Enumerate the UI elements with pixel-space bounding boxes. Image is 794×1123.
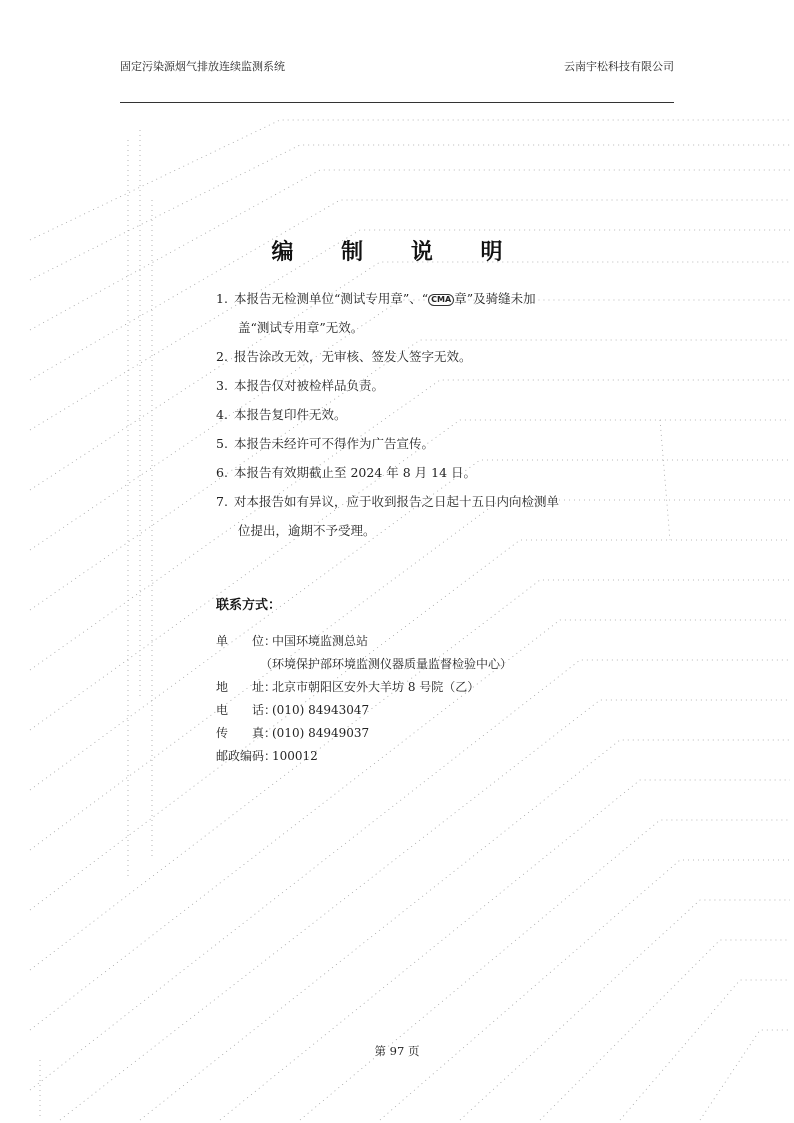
note-number: 3.	[216, 378, 228, 393]
contact-postcode-row	[216, 745, 596, 768]
contact-phone-value: (010) 84943047	[272, 703, 370, 717]
note-text: 报告涂改无效，无审核、签发人签字无效。	[234, 349, 472, 364]
page-number: 第 97 页	[374, 1044, 420, 1058]
note-text: 对本报告如有异议，应于收到报告之日起十五日内向检测单	[234, 494, 560, 509]
contact-address-value: 北京市朝阳区安外大羊坊 8 号院（乙）	[272, 680, 480, 694]
note-text: 本报告仅对被检样品负责。	[234, 378, 385, 393]
contact-unit-value: 中国环境监测总站	[272, 634, 369, 648]
note-item-1-continued: 盖“测试专用章”无效。	[238, 320, 364, 335]
cma-seal-icon: CMA	[428, 294, 454, 306]
contact-address-row	[216, 676, 596, 699]
header-system-name: 固定污染源烟气排放连续监测系统	[120, 60, 285, 73]
contact-unit-label: 单 位：	[216, 634, 277, 648]
header-divider	[120, 102, 674, 103]
header-company-name: 云南宇松科技有限公司	[564, 60, 674, 73]
contact-heading: 联系方式：	[216, 598, 282, 613]
note-item-4	[216, 400, 616, 429]
contact-unit-subtitle: （环境保护部环境监测仪器质量监督检验中心）	[260, 657, 513, 671]
note-item-6	[216, 458, 616, 487]
note-text: 本报告无检测单位“测试专用章”、“	[234, 291, 429, 306]
note-item-2	[216, 342, 616, 371]
note-item-7	[216, 487, 616, 516]
notes-list	[216, 284, 616, 545]
contact-postcode-label: 邮政编码：	[216, 749, 277, 763]
note-text: 本报告未经许可不得作为广告宣传。	[234, 436, 435, 451]
contact-unit-row	[216, 630, 596, 653]
note-number: 6.	[216, 465, 228, 480]
contact-postcode-value: 100012	[272, 749, 318, 763]
note-number: 2.	[216, 349, 228, 364]
note-number: 1.	[216, 291, 228, 306]
contact-block	[216, 630, 596, 768]
contact-fax-value: (010) 84949037	[272, 726, 370, 740]
contact-phone-row	[216, 699, 596, 722]
note-text: 本报告有效期截止至 2024 年 8 月 14 日。	[234, 465, 477, 480]
contact-fax-row	[216, 722, 596, 745]
note-number: 5.	[216, 436, 228, 451]
note-item-7-continued: 位提出，逾期不予受理。	[238, 523, 376, 538]
note-text: 本报告复印件无效。	[234, 407, 347, 422]
contact-address-label: 地 址：	[216, 680, 277, 694]
note-item-1	[216, 284, 616, 313]
contact-phone-label: 电 话：	[216, 703, 277, 717]
note-item-3	[216, 371, 616, 400]
contact-fax-label: 传 真：	[216, 726, 277, 740]
page-title: 编 制 说 明	[271, 239, 523, 265]
note-number: 4.	[216, 407, 228, 422]
note-text-end: 章”及骑缝未加	[454, 291, 536, 306]
note-number: 7.	[216, 494, 228, 509]
note-item-5	[216, 429, 616, 458]
